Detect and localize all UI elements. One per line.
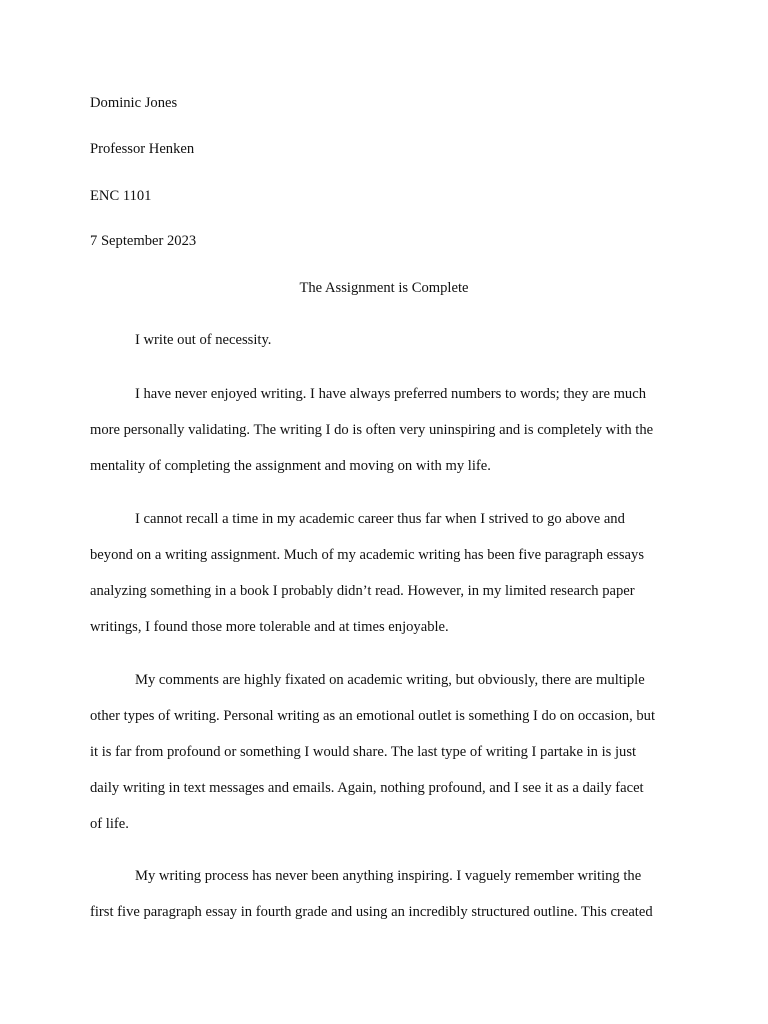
- paragraph-line: beyond on a writing assignment. Much of my academic writing has been five paragraph essays: [90, 547, 644, 563]
- paragraph-line: mentality of completing the assignment and moving on with my life.: [90, 458, 491, 474]
- professor-name: Professor Henken: [90, 141, 195, 157]
- paragraph-line: more personally validating. The writing I do is often very uninspiring and is completely with the: [90, 422, 654, 438]
- paragraph-4: [90, 662, 690, 842]
- paragraph-5: [90, 858, 690, 930]
- student-name: Dominic Jones: [90, 95, 178, 111]
- essay-title: The Assignment is Complete: [299, 280, 469, 296]
- paragraph-line: daily writing in text messages and emails. Again, nothing profound, and I see it as a daily facet: [90, 780, 644, 796]
- paragraph-line: I write out of necessity.: [135, 332, 272, 348]
- course-code: ENC 1101: [90, 188, 152, 204]
- paragraph-line: My comments are highly fixated on academic writing, but obviously, there are multiple: [135, 672, 645, 688]
- paragraph-line: analyzing something in a book I probably didn’t read. However, in my limited research paper: [90, 583, 635, 599]
- paragraph-3: [90, 501, 690, 645]
- paragraph-2: [90, 376, 690, 484]
- paragraph-line: My writing process has never been anything inspiring. I vaguely remember writing the: [135, 868, 642, 884]
- paragraph-line: it is far from profound or something I would share. The last type of writing I partake in is just: [90, 744, 637, 760]
- paragraph-line: I cannot recall a time in my academic career thus far when I strived to go above and: [135, 511, 625, 527]
- paragraph-line: writings, I found those more tolerable and at times enjoyable.: [90, 619, 449, 635]
- paragraph-line: first five paragraph essay in fourth grade and using an incredibly structured outline. This created: [90, 904, 653, 920]
- paragraph-1: [90, 322, 690, 358]
- paragraph-line: of life.: [90, 816, 129, 832]
- paragraph-line: I have never enjoyed writing. I have always preferred numbers to words; they are much: [135, 386, 646, 402]
- document-date: 7 September 2023: [90, 233, 197, 249]
- paragraph-line: other types of writing. Personal writing as an emotional outlet is something I do on occasion, but: [90, 708, 656, 724]
